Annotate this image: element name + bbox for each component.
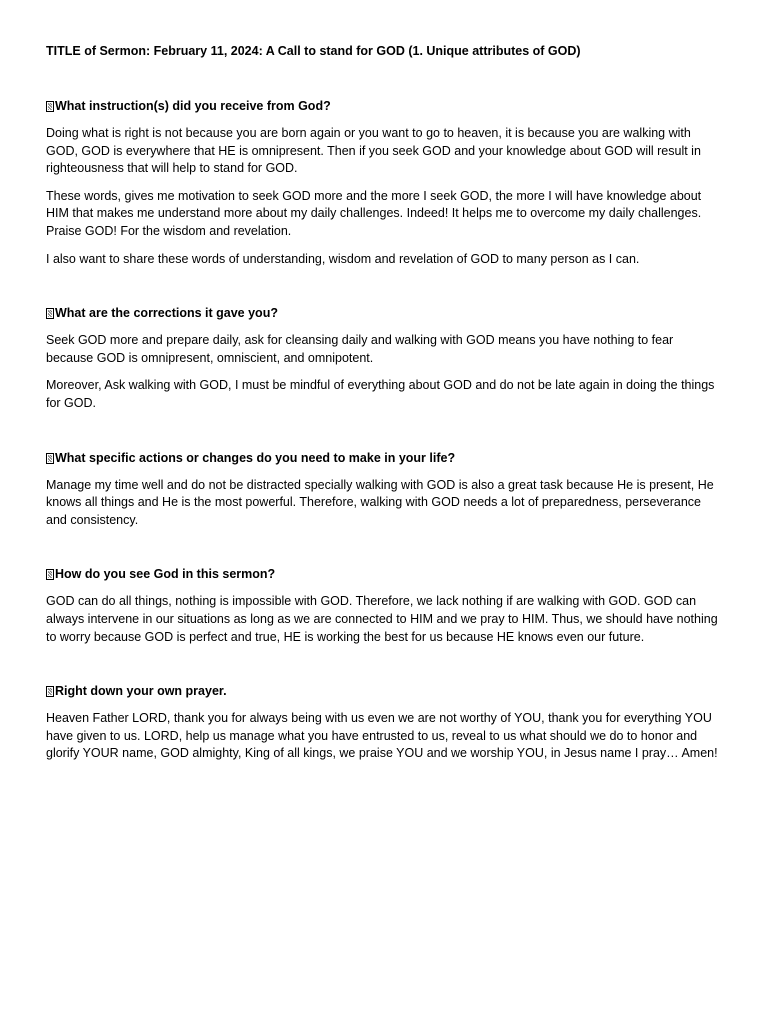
section-heading xyxy=(46,566,722,583)
section-paragraph: Seek GOD more and prepare daily, ask for cleansing daily and walking with GOD means you have nothing to fear because GOD is omnipresent, omniscient, and omnipotent. xyxy=(46,333,674,365)
section-heading-text: How do you see God in this sermon? xyxy=(55,567,276,582)
section-paragraph: Heaven Father LORD, thank you for always being with us even we are not worthy of YOU, thank you for everything YOU have given to us. LORD, help us manage what you have entrusted to us, reveal to us what should we do to honor and glorify YOUR name, GOD almighty, King of all kings, we praise YOU and we worship YOU, in Jesus name I pray… Amen! xyxy=(46,711,718,761)
section-paragraph: Moreover, Ask walking with GOD, I must be mindful of everything about GOD and do not be late again in doing the things for GOD. xyxy=(46,378,715,410)
section-heading xyxy=(46,683,722,700)
section-heading-text: What are the corrections it gave you? xyxy=(55,306,278,321)
section-spacer xyxy=(46,423,722,450)
section-prayer xyxy=(46,683,722,763)
section-spacer xyxy=(46,278,722,305)
section-heading xyxy=(46,450,722,467)
section-paragraph: Manage my time well and do not be distracted specially walking with GOD is also a great task because He is present, He knows all things and He is the most powerful. Therefore, walking with GOD needs a lot of preparedness, perseverance and consistency. xyxy=(46,477,714,527)
section-actions xyxy=(46,450,722,530)
section-heading-text: What instruction(s) did you receive from God? xyxy=(55,99,331,113)
section-heading-text: What specific actions or changes do you need to make in your life? xyxy=(55,450,456,465)
section-paragraph: These words, gives me motivation to seek GOD more and the more I seek GOD, the more I will have knowledge about HIM that makes me understand more about my daily challenges. Indeed! It helps me to overcome my daily challenges. Praise GOD! For the wisdom and revelation. xyxy=(46,188,702,238)
section-paragraph: I also want to share these words of understanding, wisdom and revelation of GOD to many person as I can. xyxy=(46,251,640,266)
missing-glyph-icon xyxy=(46,308,54,319)
missing-glyph-icon xyxy=(46,686,54,697)
missing-glyph-icon xyxy=(46,101,54,112)
missing-glyph-icon xyxy=(46,453,54,464)
section-paragraph: GOD can do all things, nothing is impossible with GOD. Therefore, we lack nothing if are walking with GOD. GOD can always intervene in our situations as long as we are connected to HIM and we pray to HIM. Thus, we should have nothing to worry because GOD is perfect and true, HE is working the best for us because HE knows even our future. xyxy=(46,594,718,644)
missing-glyph-icon xyxy=(46,569,54,580)
section-spacer xyxy=(46,539,722,566)
section-paragraph: Doing what is right is not because you are born again or you want to go to heaven, it is because you are walking with GOD, GOD is everywhere that HE is omnipresent. Then if you seek GOD and your knowledge about GOD will result in righteousness that will help to stand for GOD. xyxy=(46,126,701,176)
section-spacer xyxy=(46,656,722,683)
document-title: TITLE of Sermon: February 11, 2024: A Call to stand for GOD (1. Unique attributes of GOD) xyxy=(46,44,581,58)
section-instructions xyxy=(46,98,722,268)
section-heading-text: Right down your own prayer. xyxy=(55,684,227,699)
section-heading xyxy=(46,98,722,115)
section-corrections xyxy=(46,305,722,412)
section-see-god xyxy=(46,566,722,646)
section-heading xyxy=(46,305,722,322)
